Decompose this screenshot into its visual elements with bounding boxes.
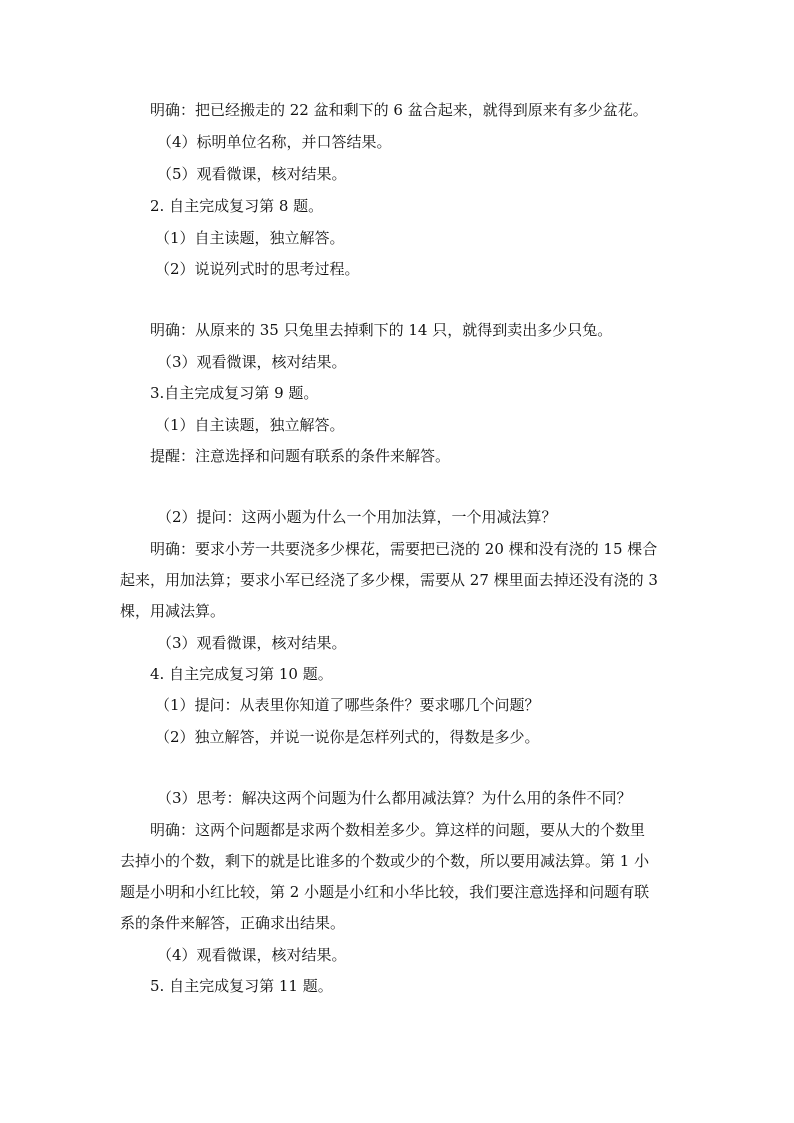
paragraph-line: 明确：要求小芳一共要浇多少棵花，需要把已浇的 20 棵和没有浇的 15 棵合 [150,540,658,558]
paragraph-line: 去掉小的个数，剩下的就是比谁多的个数或少的个数，所以要用减法算。第 1 小 [120,852,650,870]
paragraph-line: 起来，用加法算；要求小军已经浇了多少棵，需要从 27 棵里面去掉还没有浇的 3 [120,571,658,589]
paragraph-line: （1）自主读题，独立解答。 [155,416,345,434]
paragraph-line: 4. 自主完成复习第 10 题。 [150,665,333,683]
paragraph-line: 系的条件来解答，正确求出结果。 [120,914,346,932]
paragraph-line: （2）提问：这两小题为什么一个用加法算，一个用减法算？ [157,508,557,526]
paragraph-line: 题是小明和小红比较，第 2 小题是小红和小华比较，我们要注意选择和问题有联 [120,883,650,901]
paragraph-line: （3）思考：解决这两个问题为什么都用减法算？为什么用的条件不同？ [157,789,632,807]
paragraph-line: 3.自主完成复习第 9 题。 [150,384,319,402]
paragraph-line: 5. 自主完成复习第 11 题。 [150,977,333,995]
paragraph-line: 明确：这两个问题都是求两个数相差多少。算这样的问题，要从大的个数里 [150,821,646,839]
paragraph-line: （4）标明单位名称，并口答结果。 [157,133,392,151]
paragraph-line: （2）说说列式时的思考过程。 [155,260,360,278]
paragraph-line: 明确：把已经搬走的 22 盆和剩下的 6 盆合起来，就得到原来有多少盆花。 [150,101,648,119]
paragraph-line: （2）独立解答，并说一说你是怎样列式的，得数是多少。 [155,728,540,746]
paragraph-line: 明确：从原来的 35 只兔里去掉剩下的 14 只，就得到卖出多少只兔。 [150,321,613,339]
paragraph-line: （3）观看微课，核对结果。 [157,634,347,652]
paragraph-line: （5）观看微课，核对结果。 [157,165,347,183]
paragraph-line: 提醒：注意选择和问题有联系的条件来解答。 [150,447,451,465]
paragraph-line: （1）自主读题，独立解答。 [155,229,345,247]
paragraph-line: （1）提问：从表里你知道了哪些条件？要求哪几个问题？ [155,696,540,714]
paragraph-line: （4）观看微课，核对结果。 [157,946,347,964]
paragraph-line: （3）观看微课，核对结果。 [157,353,347,371]
paragraph-line: 棵，用减法算。 [120,602,226,620]
paragraph-line: 2. 自主完成复习第 8 题。 [150,197,324,215]
